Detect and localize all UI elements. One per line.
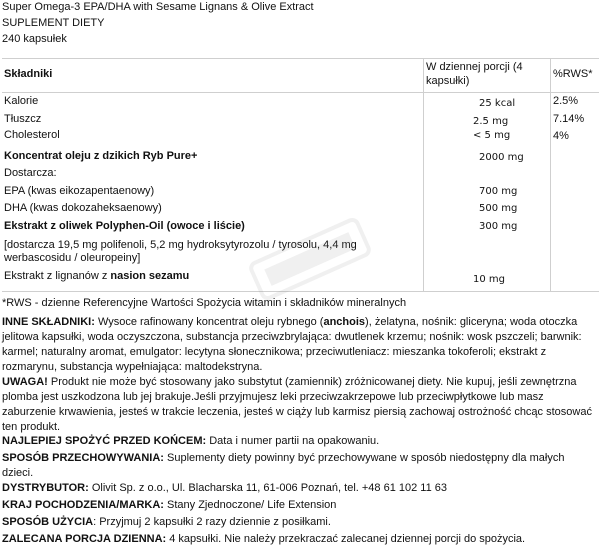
capsule-count: 240 kapsułek [2,33,67,45]
row-amount-dha: 500 mg [479,203,518,214]
table-col-divider-2 [550,58,551,291]
table-col-divider-1 [423,58,424,291]
row-rws-fat: 7.14% [553,113,585,125]
other-ingredients-key: INNE SKŁADNIKI: [2,316,95,328]
anchovy-bold: anchois [323,316,366,328]
section-origin [2,498,598,513]
warning-key: UWAGA! [2,376,48,388]
best-before-text: Data i numer partii na opakowaniu. [206,435,380,447]
row-name-epa: EPA (kwas eikozapentaenowy) [4,185,155,197]
section-usage [2,515,598,530]
origin-text: Stany Zjednoczone/ Life Extension [163,499,337,511]
row-amount-olive-extract: 300 mg [479,221,518,232]
col-header-rws: %RWS* [553,68,593,80]
lignan-bold: nasion sezamu [110,270,190,282]
col-header-daily-line2: kapsułki) [426,75,470,87]
distributor-key: DYSTRYBUTOR: [2,482,89,494]
row-amount-calories: 25 kcal [479,98,516,109]
section-warning [2,375,598,435]
col-header-ingredients: Składniki [4,68,53,80]
warning-text: Produkt nie może być stosowany jako substytut (zamiennik) zróżnicowanej diety. Nie kupuj, jeśli zewnętrzna plomba jest uszkodzona lub jej brakuje.Jeśli przyjmujesz leki przeciwzakrzepowe lub przeciwpłytkowe lub masz zaburzenie krwawienia, jesteś w trakcie leczenia, jesteś w ciąży lub karmisz piersią zachowaj ostrożność chcąc stosować ten produkt. [2,376,592,433]
lignan-prefix: Ekstrakt z lignanów z [4,270,111,282]
row-rws-cholesterol: 4% [553,130,569,142]
polyphenol-note-line2: werbascosidu / oleuropeiny] [4,252,141,264]
other-ingredients-text1: Wysoce rafinowany koncentrat oleju rybnego ( [94,316,324,328]
col-header-daily-line1: W dziennej porcji (4 [426,61,523,73]
table-border-bottom [2,291,599,292]
best-before-key: NAJLEPIEJ SPOŻYĆ PRZED KOŃCEM: [2,435,207,447]
storage-key: SPOSÓB PRZECHOWYWANIA: [2,452,164,464]
daily-dose-key: ZALECANA PORCJA DZIENNA: [2,533,167,545]
usage-text: : Przyjmuj 2 kapsułki 2 razy dziennie z posiłkami. [93,516,331,528]
section-other-ingredients [2,315,598,375]
other-ingredients-text2: ), żelatyna, nośnik: gliceryna; woda otoczka jelitowa kapsułki, woda oczyszczona, substancja przeciwzbrylająca: dwutlenek krzemu; nośnik: wosk pszczeli; barwnik: karmel; naturalny aromat, emulgator: lecytyna słonecznikowa; przeciwutleniacz: mieszanka tokoferoli; ekstrakt z rozmarynu, substancja wypełniająca: maltodekstryna. [2,316,582,373]
row-amount-cholesterol: < 5 mg [473,130,511,141]
row-name-provides: Dostarcza: [4,167,57,179]
row-amount-lignan: 10 mg [473,274,505,285]
polyphenol-note-line1: [dostarcza 19,5 mg polifenoli, 5,2 mg hydroksytyrozolu / tyrosolu, 4,4 mg [4,239,357,251]
distributor-text: Olivit Sp. z o.o., Ul. Blacharska 11, 61-006 Poznań, tel. +48 61 102 11 63 [88,482,448,494]
row-name-olive-extract: Ekstrakt z oliwek Polyphen-Oil (owoce i liście) [4,220,245,232]
row-name-dha: DHA (kwas dokozaheksaenowy) [4,202,162,214]
storage-text: Suplementy diety powinny być przechowywane w sposób niedostępny dla małych dzieci. [2,452,565,479]
product-title: Super Omega-3 EPA/DHA with Sesame Lignans & Olive Extract [2,1,314,13]
rws-footnote: *RWS - dzienne Referencyjne Wartości Spożycia witamin i składników mineralnych [2,297,407,309]
product-type: SUPLEMENT DIETY [2,17,105,29]
usage-key: SPOSÓB UŻYCIA [2,516,94,528]
daily-dose-text: 4 kapsułki. Nie należy przekraczać zalecanej dziennej porcji do spożycia. [166,533,526,545]
section-daily-dose [2,532,598,547]
table-header-divider [2,92,599,93]
row-name-fat: Tłuszcz [4,113,42,125]
row-name-fish-oil: Koncentrat oleju z dzikich Ryb Pure+ [4,150,198,162]
origin-key: KRAJ POCHODZENIA/MARKA: [2,499,164,511]
row-name-calories: Kalorie [4,95,39,107]
row-amount-fat: 2.5 mg [473,116,509,127]
row-name-lignan [4,270,189,283]
row-amount-fish-oil: 2000 mg [479,152,524,163]
row-name-cholesterol: Cholesterol [4,129,60,141]
section-distributor [2,481,598,496]
table-border-top [2,58,599,59]
section-storage [2,451,598,481]
row-amount-epa: 700 mg [479,186,518,197]
row-rws-calories: 2.5% [553,95,579,107]
section-best-before [2,434,598,449]
